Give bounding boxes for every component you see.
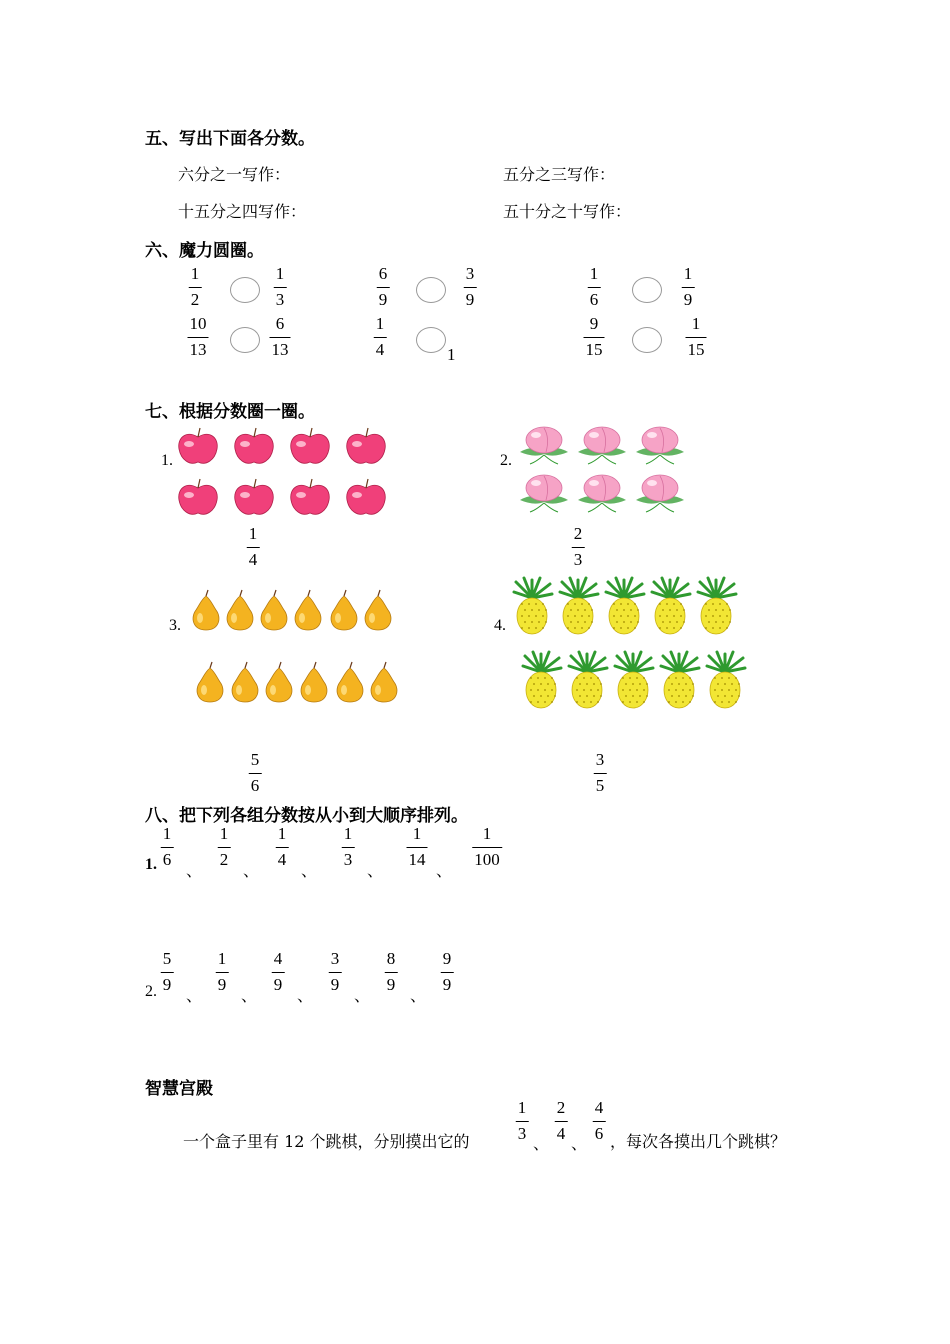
- peach-icon[interactable]: [574, 470, 630, 512]
- fraction: 9 15: [585, 314, 603, 359]
- wisdom-text-before: 一个盒子里有 12 个跳棋，分别摸出它的: [183, 1132, 470, 1151]
- group-label: 4.: [494, 617, 506, 634]
- fraction: 6 13: [271, 314, 289, 359]
- group-label: 2.: [500, 452, 512, 469]
- fraction: 1 2: [190, 264, 200, 309]
- pear-icon[interactable]: [257, 590, 291, 632]
- fraction: 1 6: [162, 824, 172, 869]
- peach-icon[interactable]: [632, 422, 688, 464]
- pear-icon[interactable]: [333, 662, 367, 704]
- pineapple-icon[interactable]: [510, 578, 554, 634]
- compare-circle[interactable]: [230, 327, 260, 353]
- apple-icon[interactable]: [288, 479, 332, 519]
- pear-icon[interactable]: [297, 662, 331, 704]
- fraction: 3 9: [465, 264, 475, 309]
- section6-title: 六、魔力圆圈。: [145, 241, 264, 261]
- fraction: 2 3: [573, 524, 583, 569]
- pineapple-icon[interactable]: [657, 652, 701, 708]
- separator: 、: [410, 986, 427, 1005]
- pineapple-icon[interactable]: [602, 578, 646, 634]
- fraction: 1 9: [683, 264, 693, 309]
- fraction: 1 6: [589, 264, 599, 309]
- fraction: 3 5: [595, 750, 605, 795]
- apple-icon[interactable]: [176, 428, 220, 468]
- wisdom-text-after: ，每次各摸出几个跳棋？: [610, 1132, 787, 1151]
- fraction: 5 6: [250, 750, 260, 795]
- separator: 、: [533, 1134, 550, 1153]
- row-label: 2.: [145, 983, 157, 1000]
- pear-icon[interactable]: [327, 590, 361, 632]
- pear-icon[interactable]: [291, 590, 325, 632]
- fraction: 5 9: [162, 949, 172, 994]
- apple-icon[interactable]: [176, 479, 220, 519]
- pineapple-icon[interactable]: [519, 652, 563, 708]
- peach-icon[interactable]: [516, 422, 572, 464]
- fraction: 1 9: [217, 949, 227, 994]
- pear-icon[interactable]: [367, 662, 401, 704]
- fill-item-2: 五分之三写作：: [503, 165, 616, 184]
- pineapple-icon[interactable]: [611, 652, 655, 708]
- fraction: 1 4: [375, 314, 385, 359]
- apple-icon[interactable]: [344, 479, 388, 519]
- compare-circle[interactable]: [632, 327, 662, 353]
- separator: 、: [354, 986, 371, 1005]
- separator: 、: [436, 861, 453, 880]
- pineapple-icon[interactable]: [648, 578, 692, 634]
- fraction: 1 3: [343, 824, 353, 869]
- wisdom-title: 智慧宫殿: [145, 1079, 213, 1099]
- separator: 、: [186, 986, 203, 1005]
- row-label: 1.: [145, 856, 157, 873]
- pineapple-icon[interactable]: [565, 652, 609, 708]
- group-label: 3.: [169, 617, 181, 634]
- group-label: 1.: [161, 452, 173, 469]
- compare-circle[interactable]: [416, 327, 446, 353]
- fraction: 8 9: [386, 949, 396, 994]
- fraction: 3 9: [330, 949, 340, 994]
- fill-item-3: 十五分之四写作：: [178, 202, 307, 221]
- peach-icon[interactable]: [516, 470, 572, 512]
- fill-item-1: 六分之一写作：: [178, 165, 291, 184]
- section5-title: 五、写出下面各分数。: [145, 129, 315, 149]
- separator: 、: [243, 861, 260, 880]
- fraction: 1 4: [248, 524, 258, 569]
- separator: 、: [367, 861, 384, 880]
- fraction: 1 100: [474, 824, 500, 869]
- peach-icon[interactable]: [632, 470, 688, 512]
- fraction: 9 9: [442, 949, 452, 994]
- pineapple-icon[interactable]: [703, 652, 747, 708]
- section8-title: 八、把下列各组分数按从小到大顺序排列。: [145, 806, 468, 826]
- compare-circle[interactable]: [230, 277, 260, 303]
- pear-icon[interactable]: [223, 590, 257, 632]
- pineapple-icon[interactable]: [556, 578, 600, 634]
- pear-icon[interactable]: [193, 662, 227, 704]
- apple-icon[interactable]: [232, 479, 276, 519]
- separator: 、: [241, 986, 258, 1005]
- pear-icon[interactable]: [361, 590, 395, 632]
- whole-number: 1: [447, 345, 456, 364]
- peach-icon[interactable]: [574, 422, 630, 464]
- pineapple-icon[interactable]: [694, 578, 738, 634]
- compare-circle[interactable]: [416, 277, 446, 303]
- fill-item-4: 五十分之十写作：: [503, 202, 632, 221]
- pear-icon[interactable]: [262, 662, 296, 704]
- compare-circle[interactable]: [632, 277, 662, 303]
- separator: 、: [301, 861, 318, 880]
- fraction: 1 14: [408, 824, 426, 869]
- separator: 、: [186, 861, 203, 880]
- fraction: 10 13: [189, 314, 207, 359]
- fraction: 1 2: [219, 824, 229, 869]
- apple-icon[interactable]: [232, 428, 276, 468]
- section7-title: 七、根据分数圈一圈。: [145, 402, 315, 422]
- pear-icon[interactable]: [228, 662, 262, 704]
- apple-icon[interactable]: [344, 428, 388, 468]
- separator: 、: [571, 1134, 588, 1153]
- fraction: 6 9: [378, 264, 388, 309]
- fraction: 1 15: [687, 314, 705, 359]
- separator: 、: [297, 986, 314, 1005]
- apple-icon[interactable]: [288, 428, 332, 468]
- fraction: 4 9: [273, 949, 283, 994]
- fraction: 1 3: [517, 1098, 527, 1143]
- fraction: 4 6: [594, 1098, 604, 1143]
- fraction: 2 4: [556, 1098, 566, 1143]
- fraction: 1 4: [277, 824, 287, 869]
- fraction: 1 3: [275, 264, 285, 309]
- pear-icon[interactable]: [189, 590, 223, 632]
